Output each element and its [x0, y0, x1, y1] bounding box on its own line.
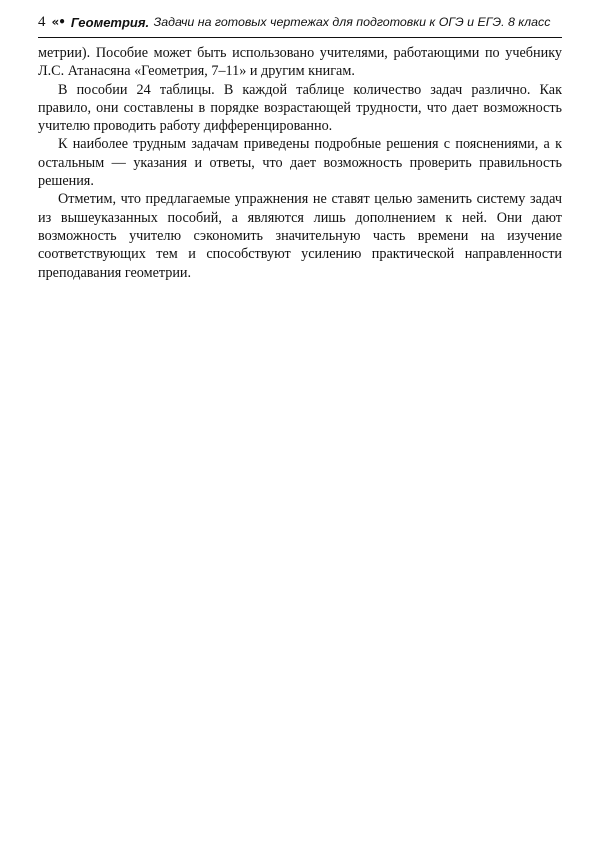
paragraph-1: метрии). Пособие может быть использовано учителями, работающими по учебнику Л.С. Атанасяна «Геометрия, 7–11» и другим книгам.	[38, 45, 562, 80]
book-subtitle: Задачи на готовых чертежах для подготовки к ОГЭ и ЕГЭ. 8 класс	[153, 15, 551, 29]
page-number: 4	[38, 13, 46, 30]
paragraph-3: К наиболее трудным задачам приведены подробные решения с пояснениями, а к остальным — указания и ответы, что дает возможность проверить правильность решения.	[38, 136, 562, 190]
body-text	[38, 44, 562, 282]
header-marker-icon: «•	[51, 15, 65, 29]
running-head	[38, 10, 562, 34]
paragraph-4: Отметим, что предлагаемые упражнения не ставят целью заменить систему задач из вышеуказанных пособий, а являются лишь дополнением к ней. Они дают возможность учителю сэкономить значительную часть времени на изучение соответствующих тем и способствуют усилению практической направленности преподавания геометрии.	[38, 191, 562, 281]
book-title: Геометрия.	[70, 14, 150, 30]
paragraph-2: В пособии 24 таблицы. В каждой таблице количество задач различно. Как правило, они составлены в порядке возрастающей трудности, что дает возможность учителю проводить работу дифференцированно.	[38, 81, 562, 135]
header-rule	[38, 37, 562, 38]
